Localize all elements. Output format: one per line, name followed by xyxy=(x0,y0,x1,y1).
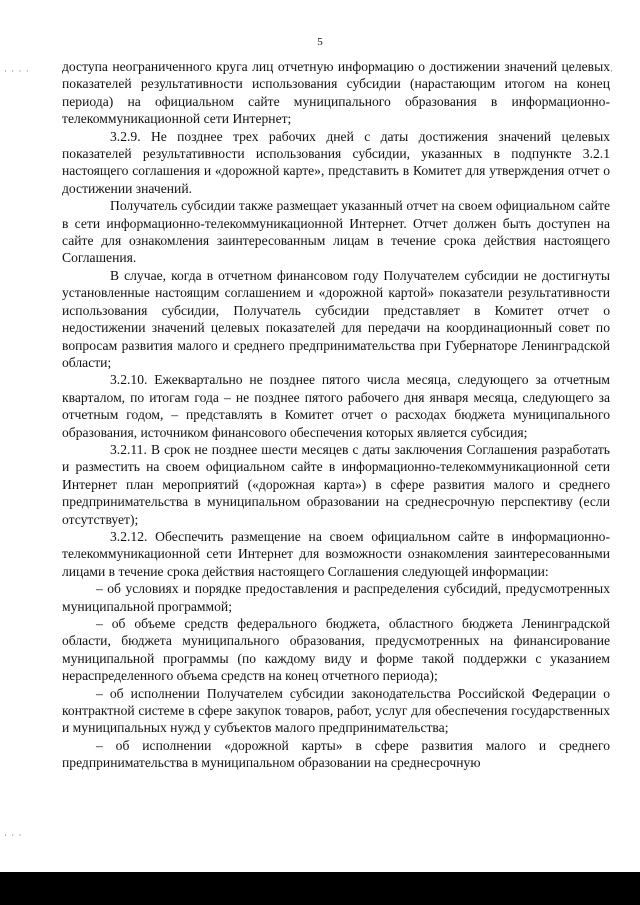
page-number: 5 xyxy=(317,36,323,48)
scan-mark: · xyxy=(610,66,614,76)
paragraph: В случае, когда в отчетном финансовом году Получателем субсидии не достигнуты установленные настоящим соглашением и «дорожной картой» показатели результативности использования субсидии, Получатель субсидии представляет в Комитет отчет о недостижении значений целевых показателей для передачи на координационный совет по вопросам развития малого и среднего предпринимательства при Губернаторе Ленинградской области; xyxy=(62,267,610,370)
scan-border-bar xyxy=(0,872,640,905)
list-item: – об объеме средств федерального бюджета, областного бюджета Ленинградской области, бюджета муниципального образования, предусмотренных на финансирование муниципальной программы (по каждому виду и форме такой поддержки с указанием нераспределенного объема средств на конец отчетного периода); xyxy=(62,616,610,684)
list-item: – об условиях и порядке предоставления и распределения субсидий, предусмотренных муниципальной программой; xyxy=(62,581,610,614)
paragraph: 3.2.12. Обеспечить размещение на своем официальном сайте в информационно-телекоммуникационной сети Интернет для возможности ознакомления заинтересованными лицами в течение срока действия настоящего Соглашения следующей информации: xyxy=(62,528,610,579)
paragraph: 3.2.9. Не позднее трех рабочих дней с даты достижения значений целевых показателей результативности использования субсидии, указанных в подпункте 3.2.1 настоящего соглашения и «дорожной карте», представить в Комитет для утверждения отчет о достижении значений. xyxy=(62,128,610,196)
paragraph: доступа неограниченного круга лиц отчетную информацию о достижении значений целевых показателей результативности использования субсидии (нарастающим итогом на конец периода) на официальном сайте муниципального образования в информационно-телекоммуникационной сети Интернет; xyxy=(62,59,610,127)
paragraph: 3.2.10. Ежеквартально не позднее пятого числа месяца, следующего за отчетным кварталом, по итогам года – не позднее пятого рабочего дня января месяца, следующего за отчетным годом, – представлять в Комитет отчет о расходах бюджета муниципального образования, источником финансового обеспечения которых является субсидия; xyxy=(62,372,610,440)
paragraph: 3.2.11. В срок не позднее шести месяцев с даты заключения Соглашения разработать и разместить на своем официальном сайте в информационно-телекоммуникационной сети Интернет план мероприятий («дорожная карта») в сфере развития малого и среднего предпринимательства в муниципальном образовании на среднесрочную перспективу (если отсутствует); xyxy=(62,441,610,527)
paragraph: Получатель субсидии также размещает указанный отчет на своем официальном сайте в сети информационно-телекоммуникационной Интернет. Отчет должен быть доступен на сайте для ознакомления заинтересованным лицам в течение срока действия настоящего Соглашения. xyxy=(62,198,610,266)
scan-mark: · · · xyxy=(4,830,23,840)
list-item: – об исполнении «дорожной карты» в сфере развития малого и среднего предпринимательства в муниципальном образовании на среднесрочную xyxy=(62,737,610,771)
scan-mark: · · · · xyxy=(4,66,30,76)
document-body xyxy=(62,58,610,772)
list-item: – об исполнении Получателем субсидии законодательства Российской Федерации о контрактной системе в сфере закупок товаров, работ, услуг для обеспечения государственных и муниципальных нужд у субъектов малого предпринимательства; xyxy=(62,685,610,736)
